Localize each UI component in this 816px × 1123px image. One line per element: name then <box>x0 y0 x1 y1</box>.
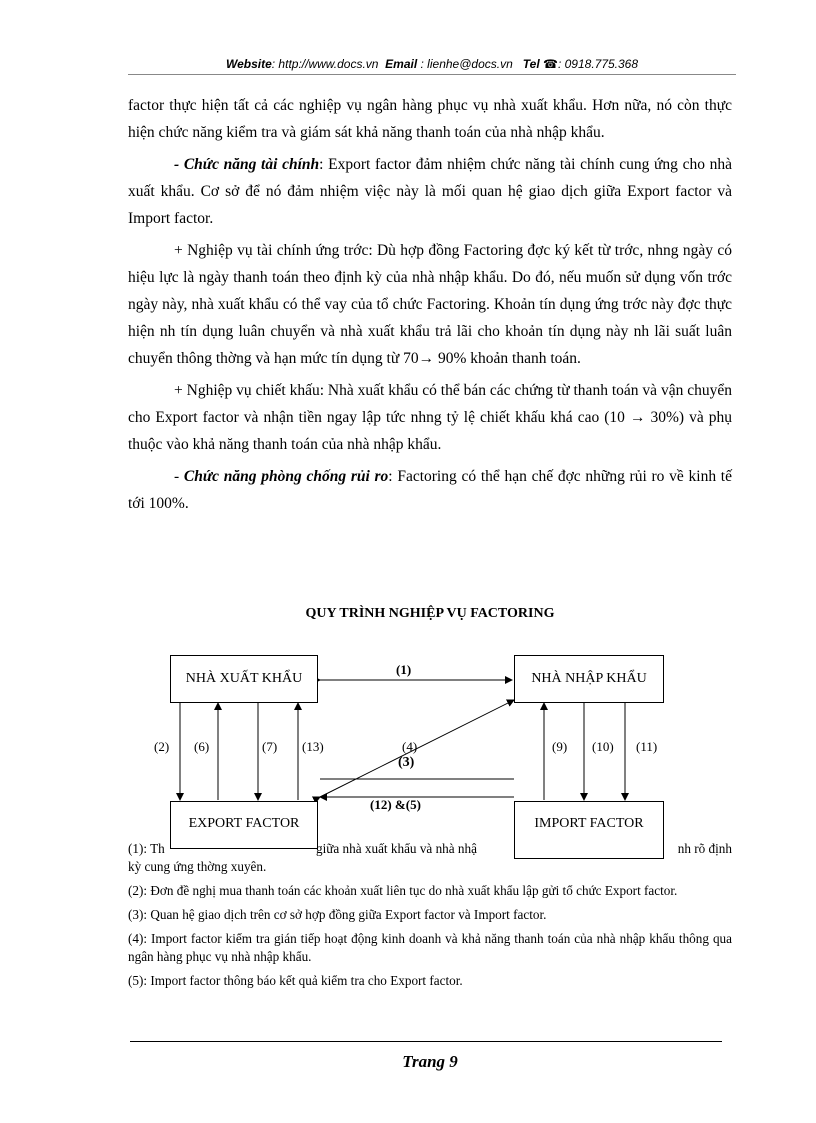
note-1-start: (1): Th <box>128 841 165 856</box>
paragraph-3: + Nghiệp vụ tài chính ứng trớc: Dù hợp đồng Factoring đợc ký kết từ trớc, nhng ngày có hiệu lực là ngày thanh toán theo định kỳ của nhà nhập khẩu. Do đó, nếu muốn sử dụng vốn trớc ngày này, nhà xuất khẩu có thể vay của tổ chức Factoring. Khoản tín dụng ứng trớc này đợc thực hiện nh tín dụng luân chuyển và nhà xuất khẩu trả lãi cho khoản tín dụng này nh lãi suất luân chuyển thông thờng và hạn mức tín dụng từ 70→ 90% khoản thanh toán. <box>128 242 732 367</box>
label-4: (4) <box>402 739 418 754</box>
header-divider <box>128 74 736 75</box>
note-3: (3): Quan hệ giao dịch trên cơ sở hợp đồng giữa Export factor và Import factor. <box>128 907 547 922</box>
label-10: (10) <box>592 739 614 754</box>
diagram-notes <box>128 840 732 996</box>
page-header <box>128 57 736 71</box>
note-5: (5): Import factor thông báo kết quả kiểm tra cho Export factor. <box>128 973 463 988</box>
paragraph-2-text: : Export factor đảm nhiệm chức năng tài chính cung ứng cho nhà xuất khẩu. Cơ sở để nó đảm nhiệm việc này là mối quan hệ giao dịch giữa Export factor và Import factor. <box>128 156 732 227</box>
box-exporter: NHÀ XUẤT KHẨU <box>170 655 318 703</box>
paragraph-2 <box>128 151 732 232</box>
paragraph-5-text: : Factoring có thể hạn chế đợc những rủi ro về kinh tế tới 100%. <box>128 468 732 512</box>
paragraph-1: factor thực hiện tất cả các nghiệp vụ ngân hàng phục vụ nhà xuất khẩu. Hơn nữa, nó còn thực hiện chức năng kiểm tra và giám sát khả năng thanh toán của nhà nhập khẩu. <box>128 97 732 141</box>
note-1 <box>128 840 732 858</box>
label-1: (1) <box>396 662 412 677</box>
box-export-factor: EXPORT FACTOR <box>170 801 318 849</box>
note-1-end: nh rõ định <box>677 841 732 856</box>
paragraph-5 <box>128 463 732 517</box>
label-12-5: (12) &(5) <box>370 797 421 812</box>
paragraph-5-prefix: - <box>174 468 184 485</box>
label-11: (11) <box>636 739 658 754</box>
risk-function-heading: Chức năng phòng chống rủi ro <box>183 468 389 485</box>
box-import-factor: IMPORT FACTOR <box>514 801 664 859</box>
label-13: (13) <box>302 739 324 754</box>
paragraph-4: + Nghiệp vụ chiết khấu: Nhà xuất khẩu có thể bán các chứng từ thanh toán và vận chuyển cho Export factor và nhận tiền ngay lập tức nhng tỷ lệ chiết khấu khá cao (10 → 30%) và phụ thuộc vào khả năng thanh toán của nhà nhập khẩu. <box>128 382 732 453</box>
tel-label: Tel ☎ <box>522 57 558 71</box>
label-7: (7) <box>262 739 278 754</box>
website-label: Website <box>225 57 272 71</box>
tel-value: : 0918.775.368 <box>557 57 639 71</box>
email-label: Email <box>385 57 418 71</box>
website-value: : http://www.docs.vn <box>271 57 379 71</box>
body-text <box>128 92 732 522</box>
label-9: (9) <box>552 739 568 754</box>
diagram-title: QUY TRÌNH NGHIỆP VỤ FACTORING <box>305 606 555 621</box>
box-importer: NHÀ NHẬP KHẨU <box>514 655 664 703</box>
label-2: (2) <box>154 739 170 754</box>
email-value: : lienhe@docs.vn <box>420 57 513 71</box>
note-4: (4): Import factor kiểm tra gián tiếp hoạt động kinh doanh và khả năng thanh toán của nhà nhập khẩu thông qua ngân hàng phục vụ nhà nhập khẩu. <box>128 931 732 964</box>
label-6: (6) <box>194 739 210 754</box>
note-1-middle: giữa nhà xuất khẩu và nhà nhậ <box>316 841 477 856</box>
financial-function-heading: - Chức năng tài chính <box>174 156 320 173</box>
label-3: (3) <box>398 755 415 770</box>
footer-divider <box>130 1041 722 1042</box>
page-number: Trang 9 <box>402 1052 458 1071</box>
note-2: (2): Đơn đề nghị mua thanh toán các khoản xuất liên tục do nhà xuất khẩu lập gửi tổ chức Export factor. <box>128 883 678 898</box>
note-1-line-2: kỳ cung ứng thờng xuyên. <box>128 859 267 874</box>
